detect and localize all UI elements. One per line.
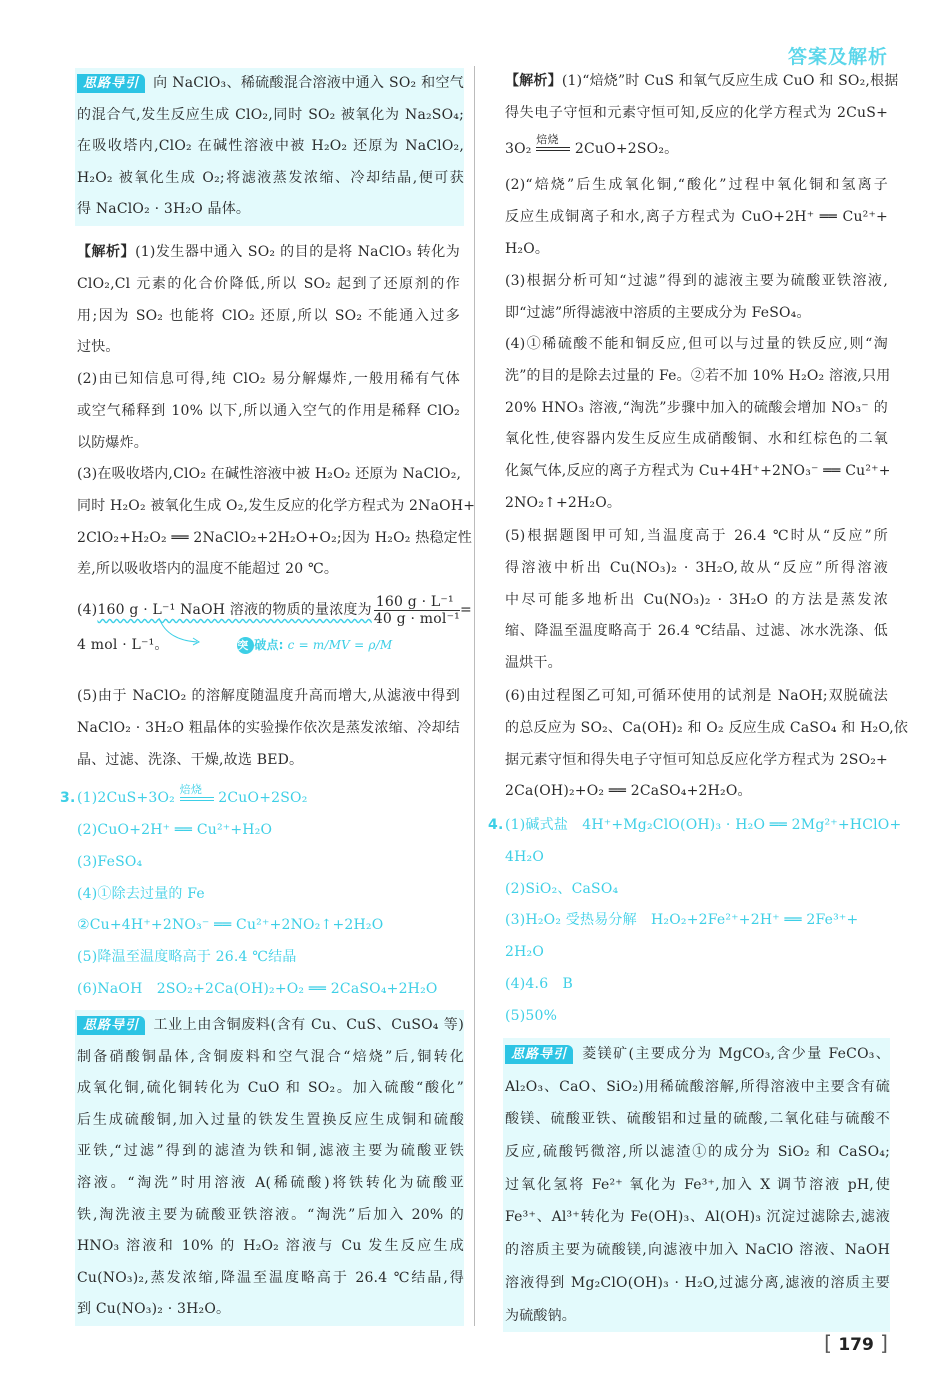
analysis-q3-part-2	[505, 170, 888, 265]
fraction-denominator: 40 g · mol⁻¹	[373, 610, 460, 627]
text-line	[77, 713, 460, 745]
line-text: 在吸收塔内,ClO₂ 在碱性溶液中被 H₂O₂ 还原为 NaClO₂,	[77, 138, 464, 155]
line-text: 的混合气,发生反应生成 ClO₂,同时 SO₂ 被氧化为 Na₂SO₄;	[77, 106, 464, 123]
text-line	[77, 1042, 464, 1074]
text-line	[505, 456, 891, 488]
analysis-part-5	[77, 681, 460, 776]
line-text: 4H₂O	[505, 848, 545, 865]
text-line	[505, 905, 888, 937]
line-text: 得失电子守恒和元素守恒可知,反应的化学方程式为 2CuS+	[505, 104, 888, 121]
text-line	[77, 1231, 464, 1263]
text-line	[505, 713, 909, 745]
line-text: 酸镁、硫酸亚铁、硫酸铝和过量的硫酸,二氧化硅与硫酸不	[505, 1111, 890, 1128]
equals-sign: =	[459, 602, 472, 618]
section-header: 答案及解析	[787, 46, 888, 68]
line-text: 后生成硫酸铜,加入过量的铁发生置换反应生成铜和硫酸	[77, 1111, 464, 1128]
text-line	[77, 847, 460, 879]
text-line	[77, 1136, 464, 1168]
text-line	[77, 974, 460, 1006]
line-text: (2)SiO₂、CaSO₄	[505, 880, 619, 897]
analysis-q3-part-6	[505, 681, 909, 808]
line-text: 氧化性,使容器内发生反应生成硝酸铜、水和红棕色的二氧	[505, 431, 888, 448]
question-number: 3.	[60, 790, 76, 806]
line-text: 2Ca(OH)₂+O₂ ══ 2CaSO₄+2H₂O。	[505, 783, 752, 800]
text-line	[77, 301, 460, 333]
equation-text: 2CuO+2SO₂	[213, 790, 308, 806]
line-text: (5)50%	[505, 1007, 558, 1024]
text-line	[505, 130, 888, 166]
text-line	[505, 1038, 890, 1071]
line-text: NaClO₂ · 3H₂O 粗晶体的实验操作依次是蒸发浓缩、冷却结	[77, 719, 460, 736]
line-text: (5)降温至温度略高于 26.4 ℃结晶	[77, 949, 297, 966]
line-text: 反应生成铜离子和水,离子方程式为 CuO+2H⁺ ══ Cu²⁺+	[505, 208, 888, 225]
text-line	[77, 237, 460, 269]
text-line	[77, 68, 464, 100]
line-text: 20% HNO₃ 溶液,“淘洗”步骤中加入的硫酸会增加 NO₃⁻ 的	[505, 399, 888, 416]
key-phrase-underlined: 160 g · L⁻¹ NaOH 溶液的物质的量浓度为	[97, 602, 372, 618]
thinking-guide-box	[75, 1010, 464, 1326]
line-text: (3)在吸收塔内,ClO₂ 在碱性溶液中被 H₂O₂ 还原为 NaClO₂,	[77, 466, 462, 482]
line-text: 2H₂O	[505, 944, 545, 961]
reaction-condition-equals	[179, 782, 214, 801]
analysis-part-2	[77, 364, 460, 459]
line-text: ClO₂,Cl 元素的化合价降低,所以 SO₂ 起到了还原剂的作	[77, 275, 460, 292]
line-text: (5)根据题图甲可知,当温度高于 26.4 ℃时从“反应”所	[505, 528, 888, 544]
analysis-part-1	[77, 237, 460, 364]
text-line	[505, 424, 888, 456]
line-text: 的总反应为 SO₂、Ca(OH)₂ 和 O₂ 反应生成 CaSO₄ 和 H₂O,依	[505, 719, 909, 736]
text-line	[505, 776, 888, 808]
page-number: [ 179 ]	[824, 1331, 888, 1355]
text-line	[505, 681, 888, 713]
line-text: 铁,淘洗液主要为硫酸亚铁溶液。“淘洗”后加入 20% 的	[77, 1206, 464, 1223]
line-text: 得 NaClO₂ · 3H₂O 晶体。	[77, 201, 251, 218]
text-line	[77, 269, 460, 301]
analysis-q3-part-4	[505, 329, 891, 520]
line-text: (2)CuO+2H⁺ ══ Cu²⁺+H₂O	[77, 822, 273, 838]
text-line	[505, 1169, 890, 1202]
answer-3	[60, 779, 460, 1006]
part-4-line	[77, 590, 472, 630]
text-line	[505, 969, 888, 1001]
line-text: 同时 H₂O₂ 被氧化生成 O₂,发生反应的化学方程式为 2NaOH+	[77, 497, 476, 514]
line-text: 的溶质主要为硫酸镁,向滤液中加入 NaClO 溶液、NaOH	[505, 1242, 890, 1259]
text-line	[505, 488, 888, 520]
text-line	[505, 1136, 890, 1169]
text-line	[77, 332, 460, 364]
line-text: 洗”的目的是除去过量的 Fe。②若不加 10% H₂O₂ 溶液,只用	[505, 367, 891, 384]
thinking-guide-box	[503, 1038, 890, 1332]
equation-text: 2CuO+2SO₂。	[570, 140, 679, 157]
line-text: 温烘干。	[505, 655, 562, 672]
breakthrough-note	[237, 638, 392, 652]
line-text: 得溶液中析出 Cu(NO₃)₂ · 3H₂O,故从“反应”所得溶液	[505, 559, 888, 576]
text-line	[77, 1105, 464, 1137]
text-line	[505, 745, 888, 777]
text-line	[77, 1200, 464, 1232]
line-text: (4)①稀硫酸不能和铜反应,但可以与过量的铁反应,则“淘	[505, 336, 888, 352]
line-text: 化氮气体,反应的离子方程式为 Cu+4H⁺+2NO₃⁻ ══ Cu²⁺+	[505, 463, 891, 480]
line-text: (1)“焙烧”时 CuS 和氧气反应生成 CuO 和 SO₂,根据	[561, 73, 899, 89]
line-text: 2ClO₂+H₂O₂ ══ 2NaClO₂+2H₂O+O₂;因为 H₂O₂ 热稳定性	[77, 529, 473, 546]
line-text: 工业上由含铜废料(含有 Cu、CuS、CuSO₄ 等)	[153, 1017, 464, 1033]
text-line	[77, 910, 460, 942]
text-line	[505, 1267, 890, 1300]
equals-bar	[180, 797, 214, 801]
part-4-result-line	[77, 630, 460, 662]
line-text: 晶、过滤、洗涤、干燥,故选 BED。	[77, 751, 304, 768]
text-line	[77, 879, 460, 911]
text-line	[77, 163, 464, 195]
text-line	[77, 194, 464, 226]
text-line	[505, 393, 888, 425]
text-line	[505, 234, 888, 266]
line-text: 制备硝酸铜晶体,含铜废料和空气混合“焙烧”后,铜转化	[77, 1048, 464, 1065]
line-text: (4)4.6 B	[505, 975, 573, 992]
text-line	[77, 1168, 464, 1200]
text-line	[505, 1201, 890, 1234]
thinking-guide-box	[75, 68, 464, 226]
text-line	[505, 616, 888, 648]
equation-text: 3O₂	[505, 140, 537, 157]
equation-text: (1)2CuS+3O₂	[77, 790, 180, 806]
line-text: (6)由过程图乙可知,可循环使用的试剂是 NaOH;双脱硫法	[505, 688, 888, 704]
text-line	[488, 810, 902, 842]
line-text: 成氧化铜,硫化铜转化为 CuO 和 SO₂。加入硫酸“酸化”	[77, 1080, 464, 1097]
text-line	[505, 874, 888, 906]
line-text: Cu(NO₃)₂,蒸发浓缩,降温至温度略高于 26.4 ℃结晶,得	[77, 1269, 464, 1286]
thinking-guide-tag: 思路导引	[505, 1045, 573, 1064]
text-line	[77, 131, 464, 163]
page-number-value: 179	[838, 1335, 874, 1355]
reaction-condition: 焙烧	[179, 782, 203, 796]
analysis-label: 【解析】	[77, 244, 136, 260]
text-line	[77, 1294, 464, 1326]
analysis-q3-part-1	[505, 66, 899, 166]
thinking-guide-tag: 思路导引	[77, 74, 145, 93]
text-line	[77, 100, 464, 132]
line-text: Fe³⁺、Al³⁺转化为 Fe(OH)₃、Al(OH)₃ 沉淀过滤除去,滤液	[505, 1209, 890, 1226]
text-line	[505, 298, 888, 330]
text-line	[505, 170, 888, 202]
analysis-part-3	[77, 459, 476, 586]
answer-4	[488, 810, 902, 1033]
line-text: 据元素守恒和得失电子守恒可知总反应化学方程式为 2SO₂+	[505, 751, 888, 768]
line-text: 或空气稀释到 10% 以下,所以通入空气的作用是稀释 ClO₂	[77, 402, 460, 419]
line-text: 差,所以吸收塔内的温度不能超过 20 ℃。	[77, 561, 339, 578]
thinking-guide-tag: 思路导引	[77, 1016, 145, 1035]
text-line	[505, 553, 888, 585]
text-line	[77, 491, 476, 523]
line-text: 溶液得到 Mg₂ClO(OH)₃ · H₂O,过滤分离,滤液的溶质主要	[505, 1274, 890, 1291]
text-line	[77, 459, 460, 491]
line-text: ②Cu+4H⁺+2NO₃⁻ ══ Cu²⁺+2NO₂↑+2H₂O	[77, 917, 384, 934]
text-line	[505, 1234, 890, 1267]
line-text: H₂O₂ 被氧化生成 O₂;将滤液蒸发浓缩、冷却结晶,便可获	[77, 169, 464, 186]
line-text: (6)NaOH 2SO₂+2Ca(OH)₂+O₂ ══ 2CaSO₄+2H₂O	[77, 980, 438, 997]
text-line	[77, 554, 460, 586]
part-4-prefix: (4)	[77, 602, 98, 618]
text-line	[505, 1300, 890, 1333]
line-text: (1)发生器中通入 SO₂ 的目的是将 NaClO₃ 转化为	[135, 244, 460, 260]
fraction-numerator: 160 g · L⁻¹	[374, 594, 460, 611]
analysis-q3-part-3	[505, 266, 888, 330]
column-divider	[474, 66, 475, 1326]
text-line	[77, 815, 460, 847]
line-text: HNO₃ 溶液和 10% 的 H₂O₂ 溶液与 Cu 发生反应生成	[77, 1238, 464, 1255]
text-line	[77, 1010, 464, 1042]
text-line	[60, 779, 460, 815]
text-line	[77, 942, 460, 974]
line-text: 2NO₂↑+2H₂O。	[505, 494, 622, 511]
text-line	[77, 428, 460, 460]
curved-arrow-icon	[155, 616, 205, 646]
line-text: 反应,硫酸钙微溶,所以滤渣①的成分为 SiO₂ 和 CaSO₄;	[505, 1144, 890, 1161]
line-text: 亚铁,“过滤”得到的滤渣为铁和铜,滤液主要为硫酸亚铁	[77, 1143, 464, 1160]
line-text: 即“过滤”所得滤液中溶质的主要成分为 FeSO₄。	[505, 304, 811, 321]
text-line	[505, 98, 888, 130]
line-text: 向 NaClO₃、稀硫酸混合溶液中通入 SO₂ 和空气	[153, 75, 464, 91]
question-number: 4.	[488, 817, 504, 833]
line-text: 中尽可能多地析出 Cu(NO₃)₂ · 3H₂O 的方法是蒸发浓	[505, 591, 888, 608]
text-line	[505, 1103, 890, 1136]
text-line	[77, 745, 460, 777]
line-text: 用;因为 SO₂ 也能将 ClO₂ 还原,所以 SO₂ 不能通入过多	[77, 307, 460, 324]
equals-bar	[536, 147, 570, 151]
line-text: (5)由于 NaClO₂ 的溶解度随温度升高而增大,从滤液中得到	[77, 688, 460, 704]
line-text: 到 Cu(NO₃)₂ · 3H₂O。	[77, 1301, 231, 1318]
text-line	[77, 523, 473, 555]
line-text: 为硫酸钠。	[505, 1307, 576, 1324]
text-line	[77, 1073, 464, 1105]
line-text: (3)根据分析可知“过滤”得到的滤液主要为硫酸亚铁溶液,	[505, 273, 888, 289]
text-line	[505, 361, 891, 393]
line-text: (2)“焙烧”后生成氧化铜,“酸化”过程中氧化铜和氢离子	[505, 177, 888, 193]
note-label: 破点:	[254, 638, 284, 652]
text-line	[77, 1263, 464, 1295]
analysis-part-4	[77, 590, 472, 676]
text-line	[505, 521, 888, 553]
part-4-result: 4 mol · L⁻¹。	[77, 637, 169, 653]
line-text: (2)由已知信息可得,纯 ClO₂ 易分解爆炸,一般用稀有气体	[77, 371, 460, 387]
line-text: 过快。	[77, 339, 120, 356]
text-line	[505, 842, 888, 874]
line-text: (4)①除去过量的 Fe	[77, 885, 205, 902]
note-formula: c = m/MV = ρ/M	[287, 638, 393, 652]
text-line	[505, 1071, 890, 1104]
line-text: (3)H₂O₂ 受热易分解 H₂O₂+2Fe²⁺+2H⁺ ══ 2Fe³⁺+	[505, 912, 859, 929]
line-text: 溶液。“淘洗”时用溶液 A(稀硫酸)将铁转化为硫酸亚	[77, 1174, 464, 1191]
text-line	[505, 648, 888, 680]
analysis-label: 【解析】	[505, 73, 562, 89]
text-line	[505, 585, 888, 617]
fraction	[374, 594, 460, 627]
text-line	[77, 364, 460, 396]
line-text: H₂O。	[505, 240, 550, 257]
analysis-q3-part-5	[505, 521, 888, 680]
line-text: 菱镁矿(主要成分为 MgCO₃,含少量 FeCO₃、	[581, 1046, 890, 1062]
line-text: 过氧化氢将 Fe²⁺ 氧化为 Fe³⁺,加入 X 调节溶液 pH,使	[505, 1176, 890, 1193]
line-text: 以防爆炸。	[77, 434, 148, 451]
text-line	[505, 937, 888, 969]
text-line	[505, 1001, 888, 1033]
text-line	[505, 266, 888, 298]
text-line	[505, 329, 888, 361]
text-line	[505, 202, 888, 234]
text-line	[77, 396, 460, 428]
line-text: (1)碱式盐 4H⁺+Mg₂ClO(OH)₃ · H₂O ══ 2Mg²⁺+HClO+	[505, 817, 902, 833]
reaction-condition-equals	[536, 133, 570, 151]
text-line	[505, 66, 899, 98]
text-line	[77, 681, 460, 713]
line-text: Al₂O₃、CaO、SiO₂)用稀硫酸溶解,所得溶液中主要含有硫	[505, 1078, 890, 1095]
line-text: 缩、降温至温度略高于 26.4 ℃结晶、过滤、冰水洗涤、低	[505, 623, 888, 640]
reaction-condition: 焙烧	[536, 133, 559, 147]
breakthrough-badge-icon: 突	[237, 637, 254, 654]
line-text: (3)FeSO₄	[77, 853, 143, 870]
